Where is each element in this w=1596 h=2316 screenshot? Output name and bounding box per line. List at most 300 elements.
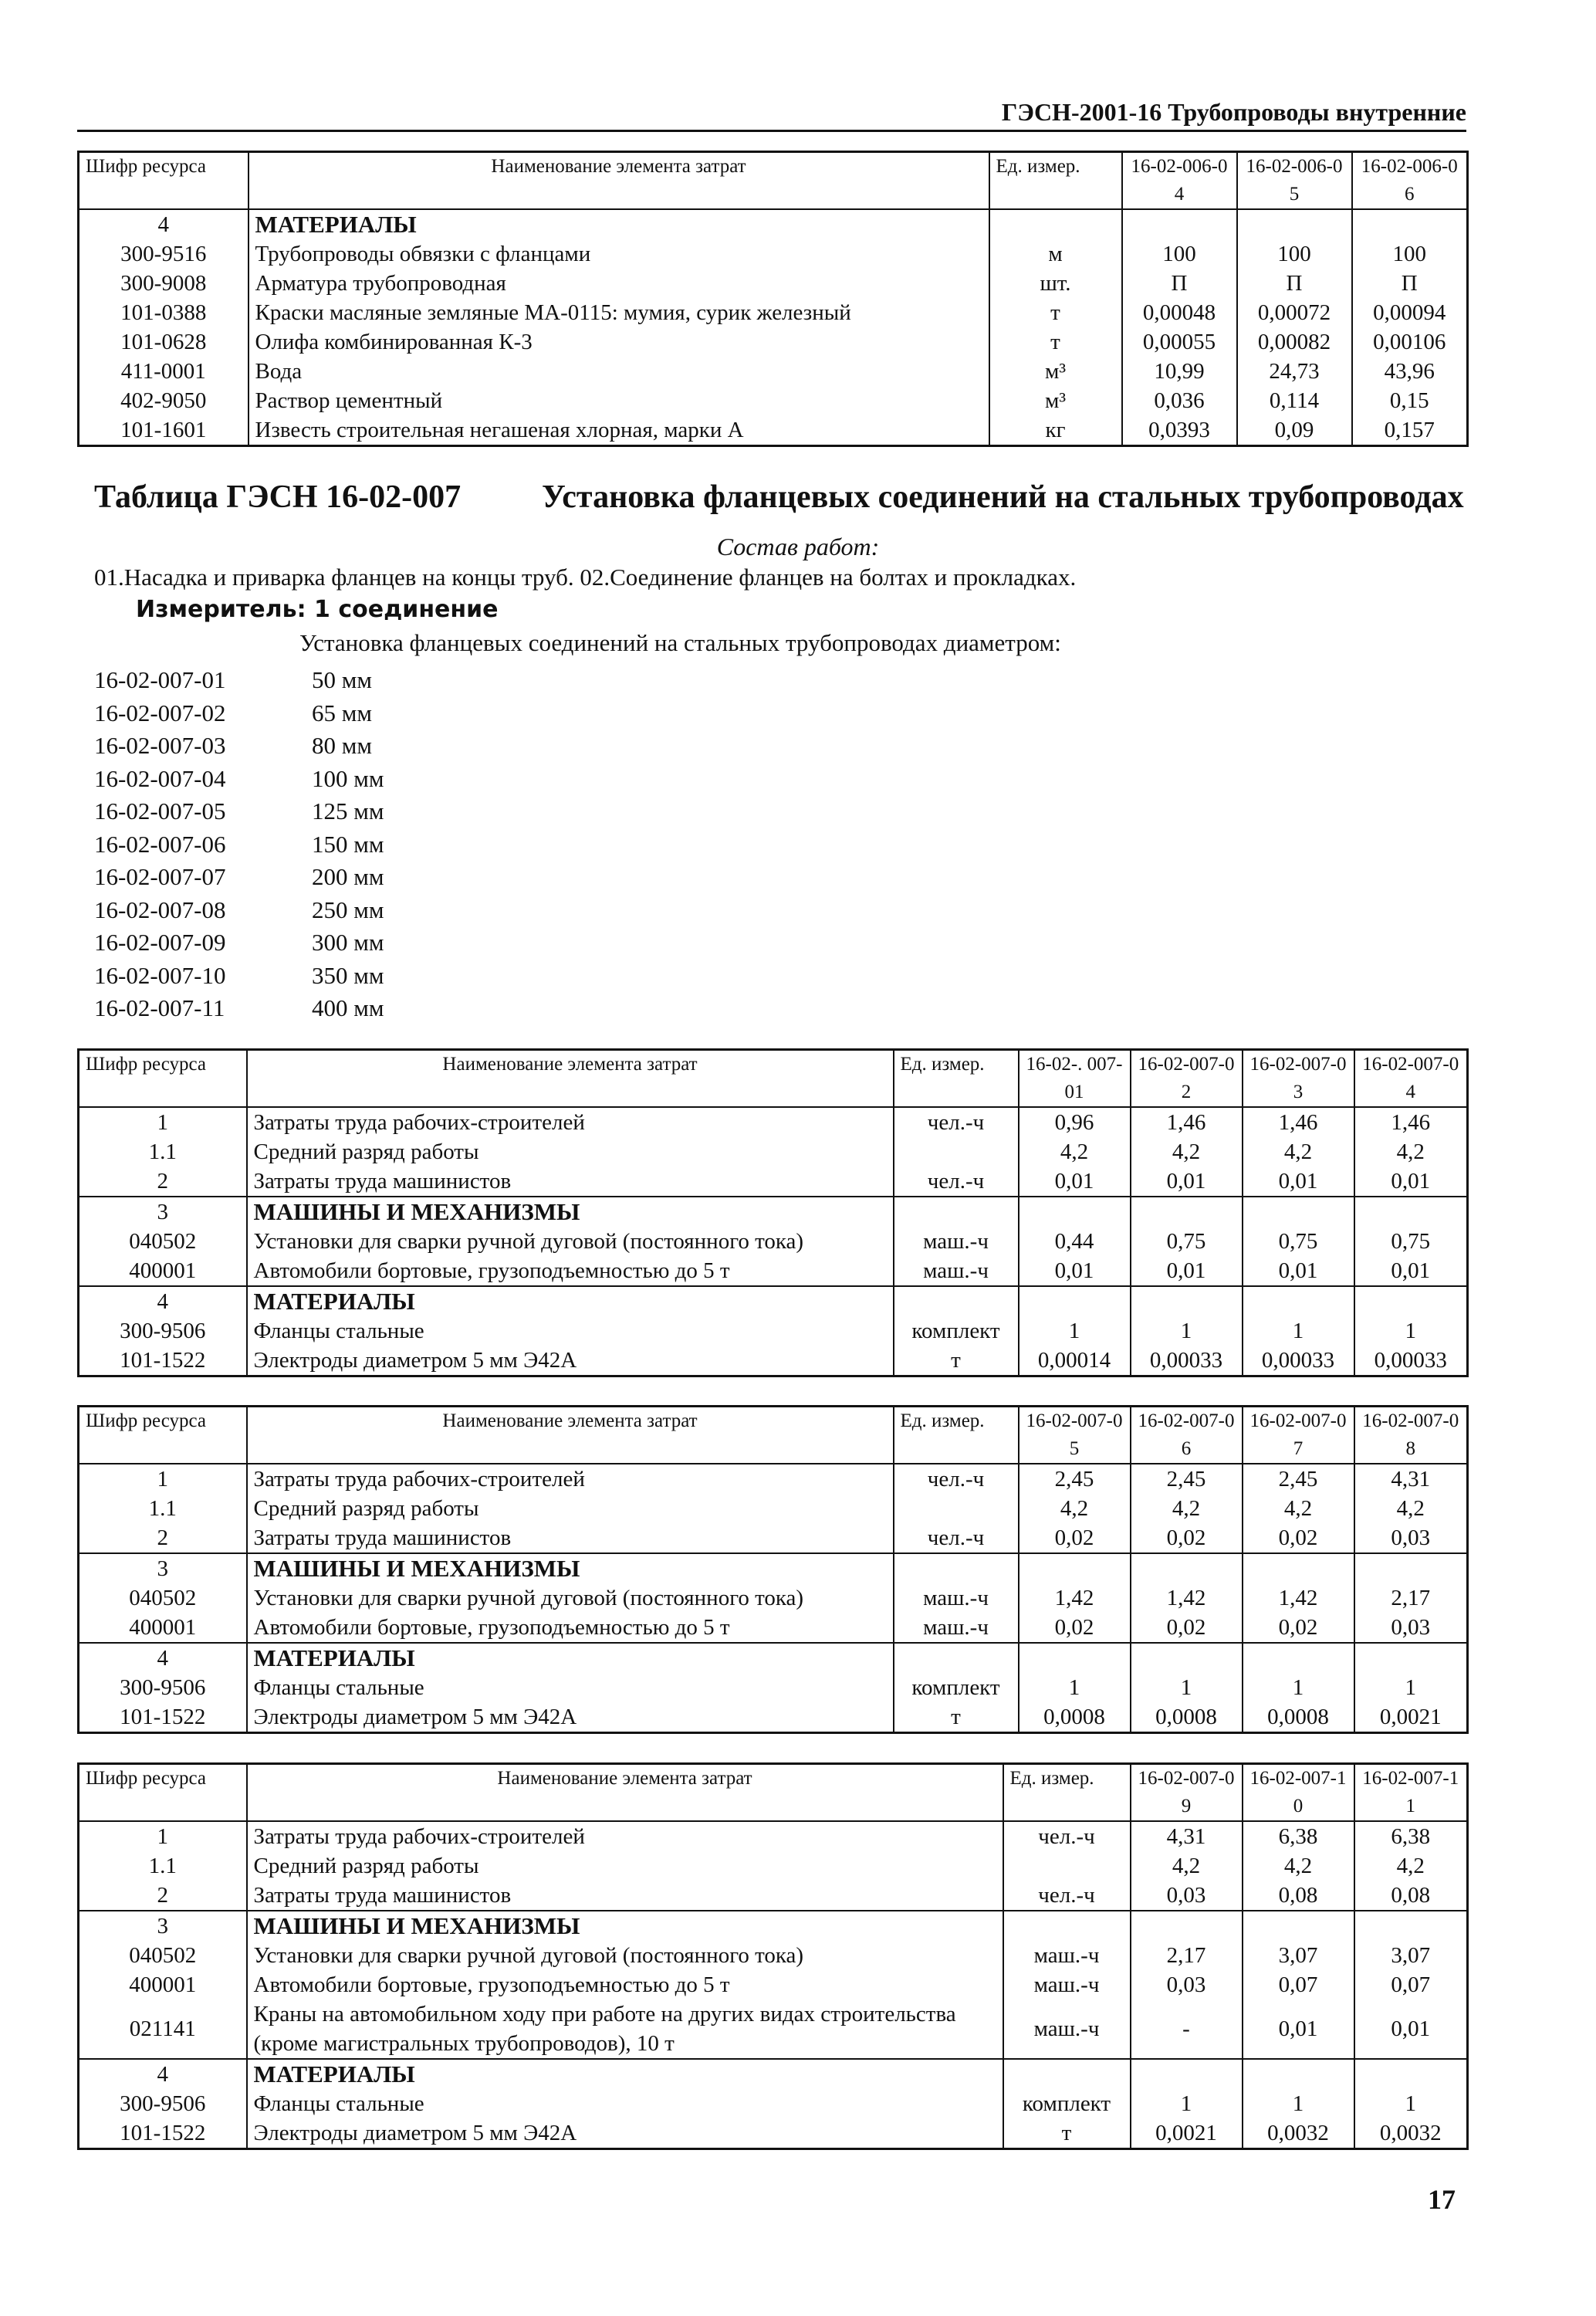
col-header-norm-code: 16-02-007-10 [1243, 1764, 1354, 1822]
col-header-norm-code: 16-02-007-04 [1354, 1050, 1468, 1108]
value-cell [1354, 1911, 1468, 1941]
value-cell: 0,02 [1243, 1613, 1354, 1643]
resource-name: Затраты труда рабочих-строителей [247, 1821, 1003, 1851]
value-cell: 0,0032 [1243, 2118, 1354, 2149]
value-cell: 0,96 [1019, 1107, 1131, 1137]
col-header-norm-code: 16-02-007-06 [1131, 1407, 1243, 1464]
table-row [79, 1227, 1468, 1256]
unit-cell: маш.-ч [1003, 1941, 1131, 1970]
unit-cell [1003, 2059, 1131, 2089]
section-heading: МАТЕРИАЛЫ [247, 1643, 894, 1673]
value-cell [1131, 1197, 1243, 1227]
resource-code: 4 [79, 1286, 247, 1316]
resource-name: Краны на автомобильном ходу при работе на других видах строительства (кроме магистральных трубопроводов), 10 т [247, 1999, 1003, 2059]
size-value: 125 мм [312, 797, 384, 824]
col-header-unit: Ед. измер. [1003, 1764, 1131, 1822]
value-cell: 0,01 [1243, 1999, 1354, 2059]
size-code: 16-02-007-09 [94, 929, 226, 956]
value-cell: 1 [1131, 2089, 1243, 2118]
value-cell: 0,00033 [1354, 1346, 1468, 1376]
resource-table-007-a [77, 1048, 1469, 1377]
resource-code: 400001 [79, 1256, 247, 1286]
resource-name: Вода [249, 357, 989, 386]
value-cell: 0,0021 [1354, 1702, 1468, 1733]
value-cell: 1,46 [1354, 1107, 1468, 1137]
unit-cell: т [989, 327, 1122, 357]
page-number: 17 [1428, 2184, 1456, 2215]
value-cell: 100 [1122, 239, 1237, 269]
col-header-name: Наименование элемента затрат [249, 152, 989, 210]
resource-name: Арматура трубопроводная [249, 269, 989, 298]
value-cell [1019, 1286, 1131, 1316]
size-code: 16-02-007-10 [94, 961, 226, 989]
value-cell: 1,46 [1243, 1107, 1354, 1137]
value-cell [1243, 1553, 1354, 1583]
col-header-norm-code: 16-02-007-02 [1131, 1050, 1243, 1108]
unit-cell: чел.-ч [894, 1166, 1019, 1197]
value-cell: 4,2 [1131, 1137, 1243, 1166]
value-cell: 1,46 [1131, 1107, 1243, 1137]
value-cell: - [1131, 1999, 1243, 2059]
value-cell: 1 [1354, 1673, 1468, 1702]
size-value: 400 мм [312, 994, 384, 1021]
size-value: 50 мм [312, 666, 372, 693]
table-row [79, 1702, 1468, 1733]
unit-cell: маш.-ч [1003, 1970, 1131, 1999]
resource-name: Установки для сварки ручной дуговой (постоянного тока) [247, 1583, 894, 1613]
table-row [79, 1107, 1468, 1137]
value-cell: 1 [1243, 1316, 1354, 1346]
value-cell: 6,38 [1354, 1821, 1468, 1851]
resource-code: 4 [79, 1643, 247, 1673]
value-cell: 0,00082 [1237, 327, 1352, 357]
resource-code: 101-1522 [79, 2118, 247, 2149]
unit-cell: комплект [1003, 2089, 1131, 2118]
size-value: 350 мм [312, 961, 384, 989]
section-heading: МАШИНЫ И МЕХАНИЗМЫ [247, 1553, 894, 1583]
resource-code: 4 [79, 209, 249, 239]
header-row [79, 1407, 1468, 1464]
resource-name: Фланцы стальные [247, 1673, 894, 1702]
resource-code: 400001 [79, 1613, 247, 1643]
value-cell: 0,01 [1131, 1256, 1243, 1286]
value-cell: 1 [1131, 1316, 1243, 1346]
size-code: 16-02-007-07 [94, 863, 226, 890]
value-cell: 0,03 [1354, 1523, 1468, 1553]
size-list [94, 664, 384, 1025]
resource-code: 3 [79, 1553, 247, 1583]
table-row [79, 1137, 1468, 1166]
resource-code: 1 [79, 1107, 247, 1137]
unit-cell: чел.-ч [894, 1107, 1019, 1137]
unit-cell [894, 1286, 1019, 1316]
value-cell: 0,01 [1354, 1256, 1468, 1286]
value-cell: 0,114 [1237, 386, 1352, 415]
value-cell: 0,07 [1243, 1970, 1354, 1999]
resource-code: 040502 [79, 1227, 247, 1256]
col-header-norm-code: 16-02-007-05 [1019, 1407, 1131, 1464]
table-row [79, 1197, 1468, 1227]
value-cell: 0,157 [1352, 415, 1468, 446]
value-cell: 4,2 [1354, 1137, 1468, 1166]
resource-name: Средний разряд работы [247, 1851, 1003, 1881]
measure-unit: Измеритель: 1 соединение [136, 596, 499, 623]
table-title-text: Установка фланцевых соединений на стальных трубопроводах [542, 479, 1464, 515]
table-row [79, 1613, 1468, 1643]
table-row [79, 327, 1468, 357]
resource-code: 2 [79, 1166, 247, 1197]
table-row [79, 1911, 1468, 1941]
unit-cell: маш.-ч [894, 1613, 1019, 1643]
table-row [79, 1166, 1468, 1197]
resource-code: 411-0001 [79, 357, 249, 386]
value-cell: 1 [1131, 1673, 1243, 1702]
value-cell: 4,2 [1243, 1494, 1354, 1523]
value-cell: 0,00014 [1019, 1346, 1131, 1376]
table-row [79, 1941, 1468, 1970]
unit-cell: комплект [894, 1673, 1019, 1702]
resource-name: Затраты труда рабочих-строителей [247, 1464, 894, 1494]
resource-code: 101-0628 [79, 327, 249, 357]
table-row [79, 1523, 1468, 1553]
table-row [79, 2059, 1468, 2089]
value-cell: 4,2 [1131, 1851, 1243, 1881]
section-heading: МАТЕРИАЛЫ [249, 209, 989, 239]
table-row [79, 415, 1468, 446]
table-row [79, 1970, 1468, 1999]
header-text: ГЭСН-2001-16 Трубопроводы внутренние [1001, 98, 1466, 126]
col-header-name: Наименование элемента затрат [247, 1407, 894, 1464]
table-row [79, 1286, 1468, 1316]
unit-cell: т [894, 1346, 1019, 1376]
resource-code: 101-1522 [79, 1346, 247, 1376]
unit-cell: м³ [989, 357, 1122, 386]
value-cell: 0,03 [1131, 1881, 1243, 1911]
resource-name: Краски масляные земляные МА-0115: мумия, сурик железный [249, 298, 989, 327]
value-cell: 4,2 [1019, 1494, 1131, 1523]
unit-cell: маш.-ч [894, 1256, 1019, 1286]
value-cell: 0,00072 [1237, 298, 1352, 327]
value-cell: 0,08 [1354, 1881, 1468, 1911]
value-cell [1354, 1197, 1468, 1227]
resource-name: Установки для сварки ручной дуговой (постоянного тока) [247, 1227, 894, 1256]
resource-name: Затраты труда машинистов [247, 1881, 1003, 1911]
table-row [79, 1464, 1468, 1494]
value-cell: 0,0008 [1019, 1702, 1131, 1733]
size-item [94, 730, 384, 763]
col-header-norm-code: 16-02-007-03 [1243, 1050, 1354, 1108]
size-value: 150 мм [312, 830, 384, 858]
resource-code: 3 [79, 1197, 247, 1227]
unit-cell [894, 1553, 1019, 1583]
size-code: 16-02-007-06 [94, 830, 226, 858]
value-cell: 0,07 [1354, 1970, 1468, 1999]
value-cell: 1,42 [1019, 1583, 1131, 1613]
value-cell: 6,38 [1243, 1821, 1354, 1851]
resource-name: Средний разряд работы [247, 1494, 894, 1523]
size-code: 16-02-007-04 [94, 764, 226, 792]
resource-name: Известь строительная негашеная хлорная, марки А [249, 415, 989, 446]
col-header-norm-code: 16-02-007-07 [1243, 1407, 1354, 1464]
header-row [79, 1050, 1468, 1108]
table-row [79, 1346, 1468, 1376]
resource-code: 300-9506 [79, 1673, 247, 1702]
value-cell [1131, 2059, 1243, 2089]
value-cell [1354, 1553, 1468, 1583]
table-row [79, 1583, 1468, 1613]
table-row [79, 1316, 1468, 1346]
value-cell: 0,0021 [1131, 2118, 1243, 2149]
col-header-norm-code: 16-02-006-06 [1352, 152, 1468, 210]
value-cell: 4,2 [1243, 1851, 1354, 1881]
value-cell: 0,00033 [1131, 1346, 1243, 1376]
resource-code: 101-1522 [79, 1702, 247, 1733]
size-value: 80 мм [312, 732, 372, 759]
value-cell [1243, 1643, 1354, 1673]
value-cell: 0,03 [1354, 1613, 1468, 1643]
resource-name: Электроды диаметром 5 мм Э42А [247, 1702, 894, 1733]
resource-name: Затраты труда рабочих-строителей [247, 1107, 894, 1137]
value-cell: 0,02 [1019, 1613, 1131, 1643]
value-cell: 4,2 [1243, 1137, 1354, 1166]
size-item [94, 926, 384, 960]
size-code: 16-02-007-02 [94, 699, 226, 726]
size-value: 100 мм [312, 764, 384, 792]
size-code: 16-02-007-11 [94, 994, 225, 1021]
col-header-norm-code: 16-02-007-08 [1354, 1407, 1468, 1464]
value-cell: 0,0032 [1354, 2118, 1468, 2149]
resource-code: 101-1601 [79, 415, 249, 446]
size-item [94, 664, 384, 697]
value-cell: 0,02 [1131, 1523, 1243, 1553]
resource-name: Затраты труда машинистов [247, 1166, 894, 1197]
col-header-unit: Ед. измер. [894, 1050, 1019, 1108]
value-cell [1354, 2059, 1468, 2089]
value-cell: 0,01 [1354, 1999, 1468, 2059]
table-row [79, 1673, 1468, 1702]
value-cell: 0,03 [1131, 1970, 1243, 1999]
resource-code: 402-9050 [79, 386, 249, 415]
size-code: 16-02-007-05 [94, 797, 226, 824]
value-cell: 2,17 [1354, 1583, 1468, 1613]
col-header-code: Шифр ресурса [79, 1764, 247, 1822]
table-row [79, 1643, 1468, 1673]
resource-name: Установки для сварки ручной дуговой (постоянного тока) [247, 1941, 1003, 1970]
col-header-norm-code: 16-02-007-09 [1131, 1764, 1243, 1822]
unit-cell [1003, 1911, 1131, 1941]
value-cell: 1 [1019, 1316, 1131, 1346]
table-row [79, 2118, 1468, 2149]
value-cell: 0,00048 [1122, 298, 1237, 327]
unit-cell: кг [989, 415, 1122, 446]
value-cell: 100 [1352, 239, 1468, 269]
col-header-name: Наименование элемента затрат [247, 1050, 894, 1108]
size-item [94, 992, 384, 1025]
resource-name: Электроды диаметром 5 мм Э42А [247, 2118, 1003, 2149]
resource-code: 300-9506 [79, 1316, 247, 1346]
value-cell: 4,31 [1131, 1821, 1243, 1851]
unit-cell [894, 1137, 1019, 1166]
table-row [79, 269, 1468, 298]
value-cell: 0,01 [1019, 1256, 1131, 1286]
value-cell: 0,75 [1243, 1227, 1354, 1256]
value-cell [1019, 1643, 1131, 1673]
size-value: 250 мм [312, 896, 384, 923]
value-cell [1354, 1643, 1468, 1673]
resource-name: Фланцы стальные [247, 2089, 1003, 2118]
resource-name: Автомобили бортовые, грузоподъемностью до 5 т [247, 1613, 894, 1643]
resource-name: Трубопроводы обвязки с фланцами [249, 239, 989, 269]
resource-name: Фланцы стальные [247, 1316, 894, 1346]
resource-code: 300-9516 [79, 239, 249, 269]
col-header-code: Шифр ресурса [79, 1050, 247, 1108]
value-cell: 0,036 [1122, 386, 1237, 415]
col-header-norm-code: 16-02-007-11 [1354, 1764, 1468, 1822]
unit-cell: чел.-ч [1003, 1821, 1131, 1851]
value-cell: 4,31 [1354, 1464, 1468, 1494]
resource-code: 4 [79, 2059, 247, 2089]
resource-code: 101-0388 [79, 298, 249, 327]
table-row [79, 357, 1468, 386]
value-cell: 0,08 [1243, 1881, 1354, 1911]
size-code: 16-02-007-03 [94, 732, 226, 759]
table-row [79, 2089, 1468, 2118]
value-cell: 1 [1019, 1673, 1131, 1702]
unit-cell: чел.-ч [1003, 1881, 1131, 1911]
col-header-norm-code: 16-02-006-04 [1122, 152, 1237, 210]
value-cell: 3,07 [1354, 1941, 1468, 1970]
value-cell: 2,17 [1131, 1941, 1243, 1970]
size-code: 16-02-007-01 [94, 666, 226, 693]
size-item [94, 763, 384, 796]
resource-name: Электроды диаметром 5 мм Э42А [247, 1346, 894, 1376]
value-cell [1243, 2059, 1354, 2089]
value-cell: П [1122, 269, 1237, 298]
resource-code: 1 [79, 1821, 247, 1851]
size-item [94, 861, 384, 894]
value-cell: 2,45 [1019, 1464, 1131, 1494]
value-cell [1243, 1911, 1354, 1941]
size-code: 16-02-007-08 [94, 896, 226, 923]
value-cell: 0,02 [1019, 1523, 1131, 1553]
value-cell: 0,75 [1354, 1227, 1468, 1256]
col-header-norm-code: 16-02-006-05 [1237, 152, 1352, 210]
col-header-unit: Ед. измер. [894, 1407, 1019, 1464]
resource-code: 3 [79, 1911, 247, 1941]
value-cell: 0,01 [1243, 1256, 1354, 1286]
value-cell: 0,00033 [1243, 1346, 1354, 1376]
value-cell: 0,44 [1019, 1227, 1131, 1256]
value-cell: 1 [1354, 2089, 1468, 2118]
table-row [79, 239, 1468, 269]
value-cell [1122, 209, 1237, 239]
table-row [79, 1256, 1468, 1286]
value-cell: 0,02 [1131, 1613, 1243, 1643]
value-cell [1243, 1197, 1354, 1227]
unit-cell [894, 1197, 1019, 1227]
unit-cell [894, 1494, 1019, 1523]
value-cell: 1,42 [1243, 1583, 1354, 1613]
col-header-code: Шифр ресурса [79, 1407, 247, 1464]
resource-code: 1.1 [79, 1137, 247, 1166]
col-header-norm-code: 16-02-. 007-01 [1019, 1050, 1131, 1108]
value-cell: 24,73 [1237, 357, 1352, 386]
section-heading: МАШИНЫ И МЕХАНИЗМЫ [247, 1911, 1003, 1941]
value-cell: 0,00055 [1122, 327, 1237, 357]
value-cell: П [1352, 269, 1468, 298]
resource-name: Олифа комбинированная К-3 [249, 327, 989, 357]
unit-cell: маш.-ч [1003, 1999, 1131, 2059]
value-cell: 0,01 [1243, 1166, 1354, 1197]
resource-table-007-c [77, 1762, 1469, 2150]
table-row [79, 386, 1468, 415]
value-cell: 0,01 [1131, 1166, 1243, 1197]
resource-name: Автомобили бортовые, грузоподъемностью до 5 т [247, 1970, 1003, 1999]
resource-code: 1 [79, 1464, 247, 1494]
table-row [79, 209, 1468, 239]
unit-cell: маш.-ч [894, 1583, 1019, 1613]
value-cell: 4,2 [1131, 1494, 1243, 1523]
value-cell [1243, 1286, 1354, 1316]
table-row [79, 1553, 1468, 1583]
size-item [94, 894, 384, 927]
size-item [94, 697, 384, 730]
value-cell [1131, 1643, 1243, 1673]
resource-code: 1.1 [79, 1494, 247, 1523]
resource-name: Раствор цементный [249, 386, 989, 415]
value-cell [1237, 209, 1352, 239]
resource-code: 1.1 [79, 1851, 247, 1881]
resource-code: 2 [79, 1881, 247, 1911]
value-cell: 0,01 [1354, 1166, 1468, 1197]
value-cell: 43,96 [1352, 357, 1468, 386]
unit-cell: шт. [989, 269, 1122, 298]
unit-cell: чел.-ч [894, 1464, 1019, 1494]
unit-cell [989, 209, 1122, 239]
value-cell: 0,01 [1019, 1166, 1131, 1197]
unit-cell: т [989, 298, 1122, 327]
value-cell [1131, 1553, 1243, 1583]
page-header [77, 93, 1466, 132]
resource-table-006 [77, 151, 1469, 447]
table-row [79, 1851, 1468, 1881]
resource-code: 040502 [79, 1941, 247, 1970]
unit-cell [894, 1643, 1019, 1673]
value-cell: 4,2 [1354, 1851, 1468, 1881]
diameter-heading: Установка фланцевых соединений на стальных трубопроводах диаметром: [299, 629, 1061, 656]
size-value: 65 мм [312, 699, 372, 726]
value-cell: 1 [1354, 1316, 1468, 1346]
resource-name: Автомобили бортовые, грузоподъемностью до 5 т [247, 1256, 894, 1286]
resource-table-007-b [77, 1405, 1469, 1734]
value-cell: 4,2 [1019, 1137, 1131, 1166]
resource-code: 040502 [79, 1583, 247, 1613]
value-cell: 0,15 [1352, 386, 1468, 415]
unit-cell: м [989, 239, 1122, 269]
composition-heading: Состав работ: [716, 533, 880, 560]
resource-name: Средний разряд работы [247, 1137, 894, 1166]
value-cell: 0,0008 [1131, 1702, 1243, 1733]
section-heading: МАШИНЫ И МЕХАНИЗМЫ [247, 1197, 894, 1227]
value-cell: 3,07 [1243, 1941, 1354, 1970]
value-cell: 0,75 [1131, 1227, 1243, 1256]
col-header-unit: Ед. измер. [989, 152, 1122, 210]
value-cell [1019, 1553, 1131, 1583]
size-item [94, 828, 384, 862]
value-cell: 0,09 [1237, 415, 1352, 446]
value-cell: 0,02 [1243, 1523, 1354, 1553]
unit-cell: т [894, 1702, 1019, 1733]
